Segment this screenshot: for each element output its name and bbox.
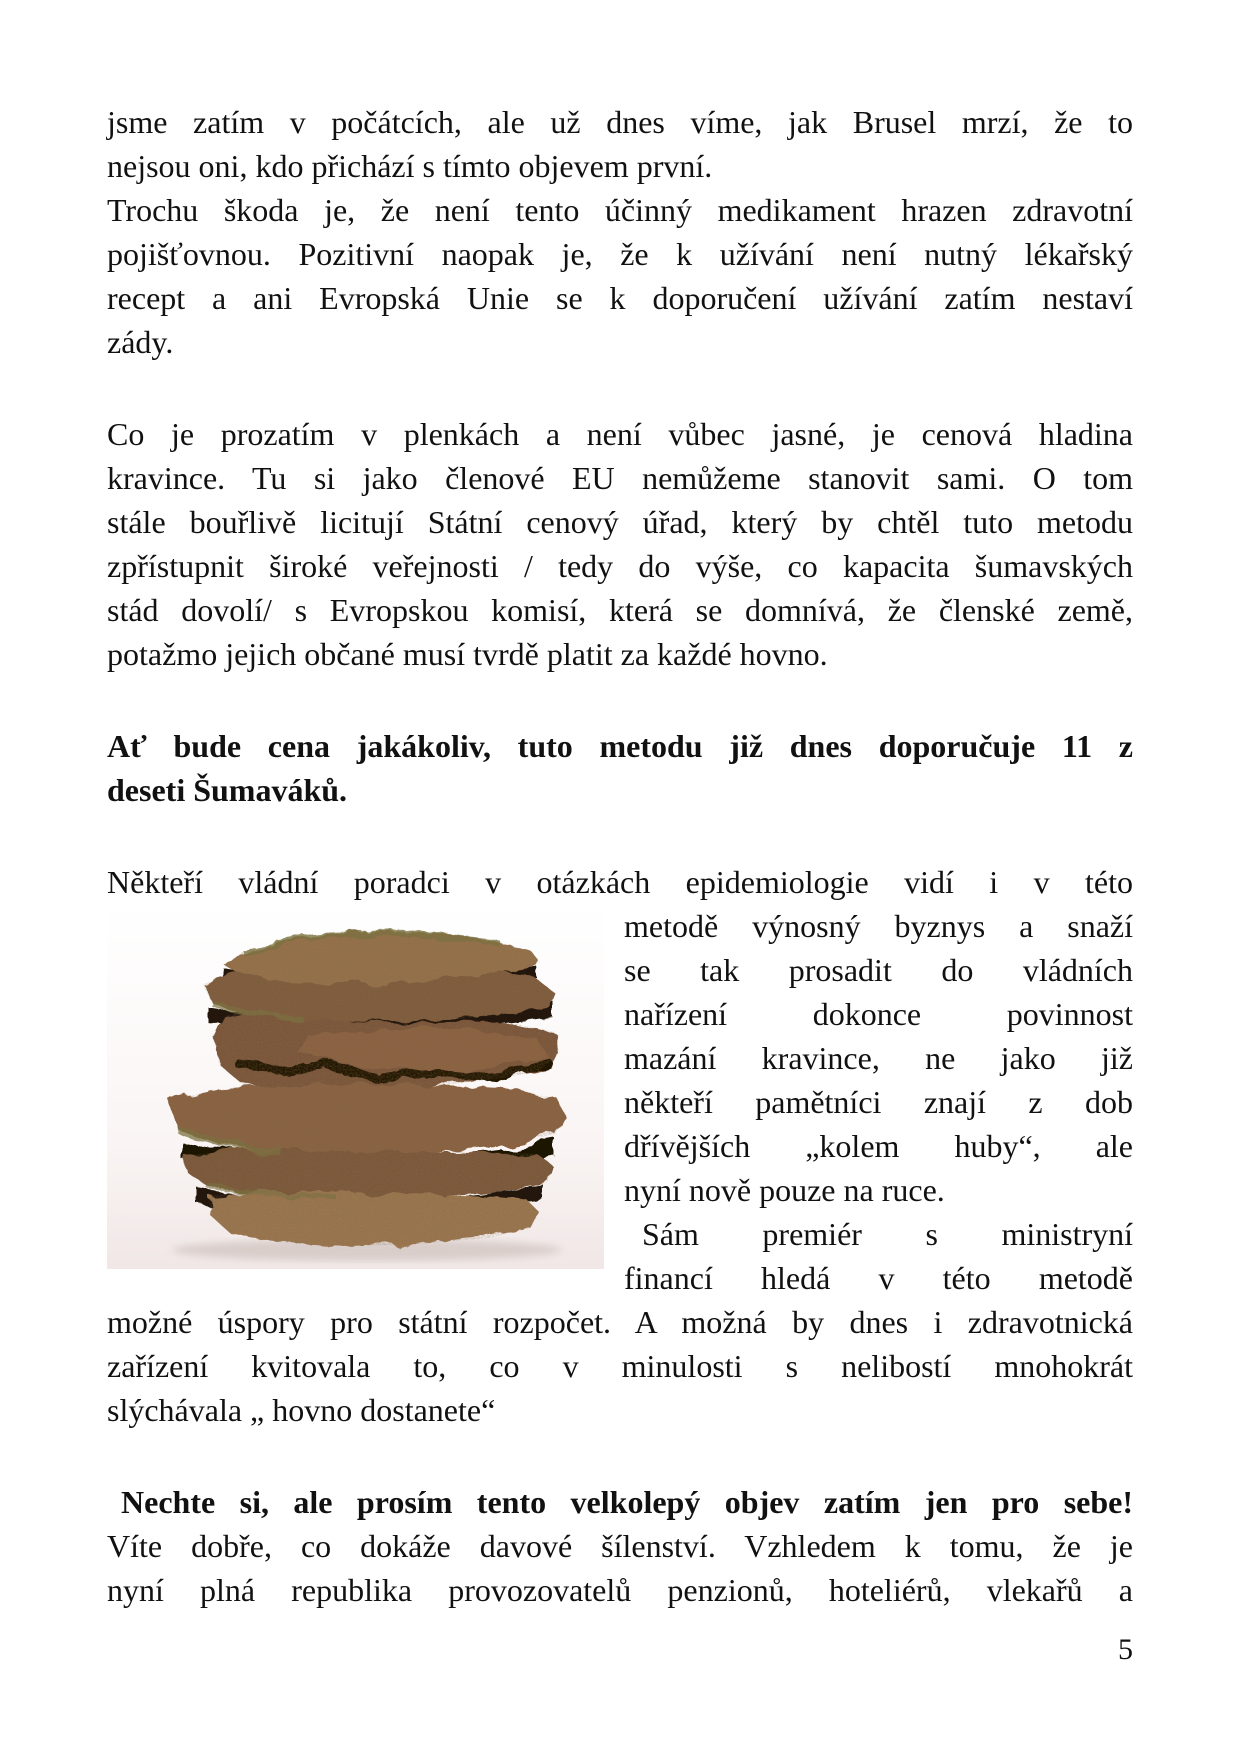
text-line: nyní plná republika provozovatelů penzionů, hoteliérů, vlekařů a: [107, 1572, 1133, 1608]
paragraph-price-level: [107, 412, 1133, 676]
heading-keep-secret: [107, 1480, 1133, 1524]
text-line: pojišťovnou. Pozitivní naopak je, že k užívání není nutný lékařský: [107, 236, 1133, 272]
text-line: Sám premiér s ministryní: [642, 1216, 1133, 1252]
page-number: 5: [1118, 1633, 1133, 1666]
paragraph-final: [107, 1524, 1133, 1612]
text-line: stále bouřlivě licitují Státní cenový úřad, který by chtěl tuto metodu: [107, 504, 1133, 540]
text-line: Co je prozatím v plenkách a není vůbec jasné, je cenová hladina: [107, 416, 1133, 452]
text-line: potažmo jejich občané musí tvrdě platit za každé hovno.: [107, 636, 828, 672]
cow-dung-photo: [107, 904, 604, 1269]
paragraph-insurance: [107, 188, 1133, 364]
text-line: kravince. Tu si jako členové EU nemůžeme stanovit sami. O tom: [107, 460, 1133, 496]
cow-dung-photo-drawing: [107, 904, 604, 1269]
text-line: stád dovolí/ s Evropskou komisí, která se domnívá, že členské země,: [107, 592, 1133, 628]
text-line: Nechte si, ale prosím tento velkolepý objev zatím jen pro sebe!: [121, 1484, 1133, 1520]
text-line: nyní nově pouze na ruce.: [624, 1172, 945, 1208]
text-line: zařízení kvitovala to, co v minulosti s nelibostí mnohokrát: [107, 1348, 1133, 1384]
text-line: metodě výnosný byznys a snaží: [624, 908, 1133, 944]
text-line: slýchávala „ hovno dostanete“: [107, 1392, 496, 1428]
text-line: nejsou oni, kdo přichází s tímto objevem první.: [107, 148, 713, 184]
text-line: Trochu škoda je, že není tento účinný medikament hrazen zdravotní: [107, 192, 1133, 228]
paragraph-advisors-intro: [107, 860, 1133, 904]
heading-recommendation: [107, 724, 1133, 812]
text-line: recept a ani Evropská Unie se k doporučení užívání zatím nestaví: [107, 280, 1133, 316]
text-line: zpřístupnit široké veřejnosti / tedy do výše, co kapacita šumavských: [107, 548, 1133, 584]
text-line: Ať bude cena jakákoliv, tuto metodu již dnes doporučuje 11 z: [107, 728, 1133, 764]
text-line: možné úspory pro státní rozpočet. A možná by dnes i zdravotnická: [107, 1304, 1133, 1340]
text-line: někteří pamětníci znají z dob: [624, 1084, 1133, 1120]
text-line: jsme zatím v počátcích, ale už dnes víme, jak Brusel mrzí, že to: [107, 104, 1133, 140]
paragraph-advisors-body: [107, 904, 1133, 1432]
text-line: zády.: [107, 324, 174, 360]
text-line: nařízení dokonce povinnost: [624, 996, 1133, 1032]
paragraph-intro: [107, 100, 1133, 188]
text-line: mazání kravince, ne jako již: [624, 1040, 1133, 1076]
text-line: financí hledá v této metodě: [624, 1260, 1133, 1296]
text-line: dřívějších „kolem huby“, ale: [624, 1128, 1133, 1164]
text-line: Někteří vládní poradci v otázkách epidemiologie vidí i v této: [107, 864, 1133, 900]
text-line: se tak prosadit do vládních: [624, 952, 1133, 988]
text-line: Víte dobře, co dokáže davové šílenství. Vzhledem k tomu, že je: [107, 1528, 1133, 1564]
text-line: deseti Šumaváků.: [107, 772, 348, 808]
